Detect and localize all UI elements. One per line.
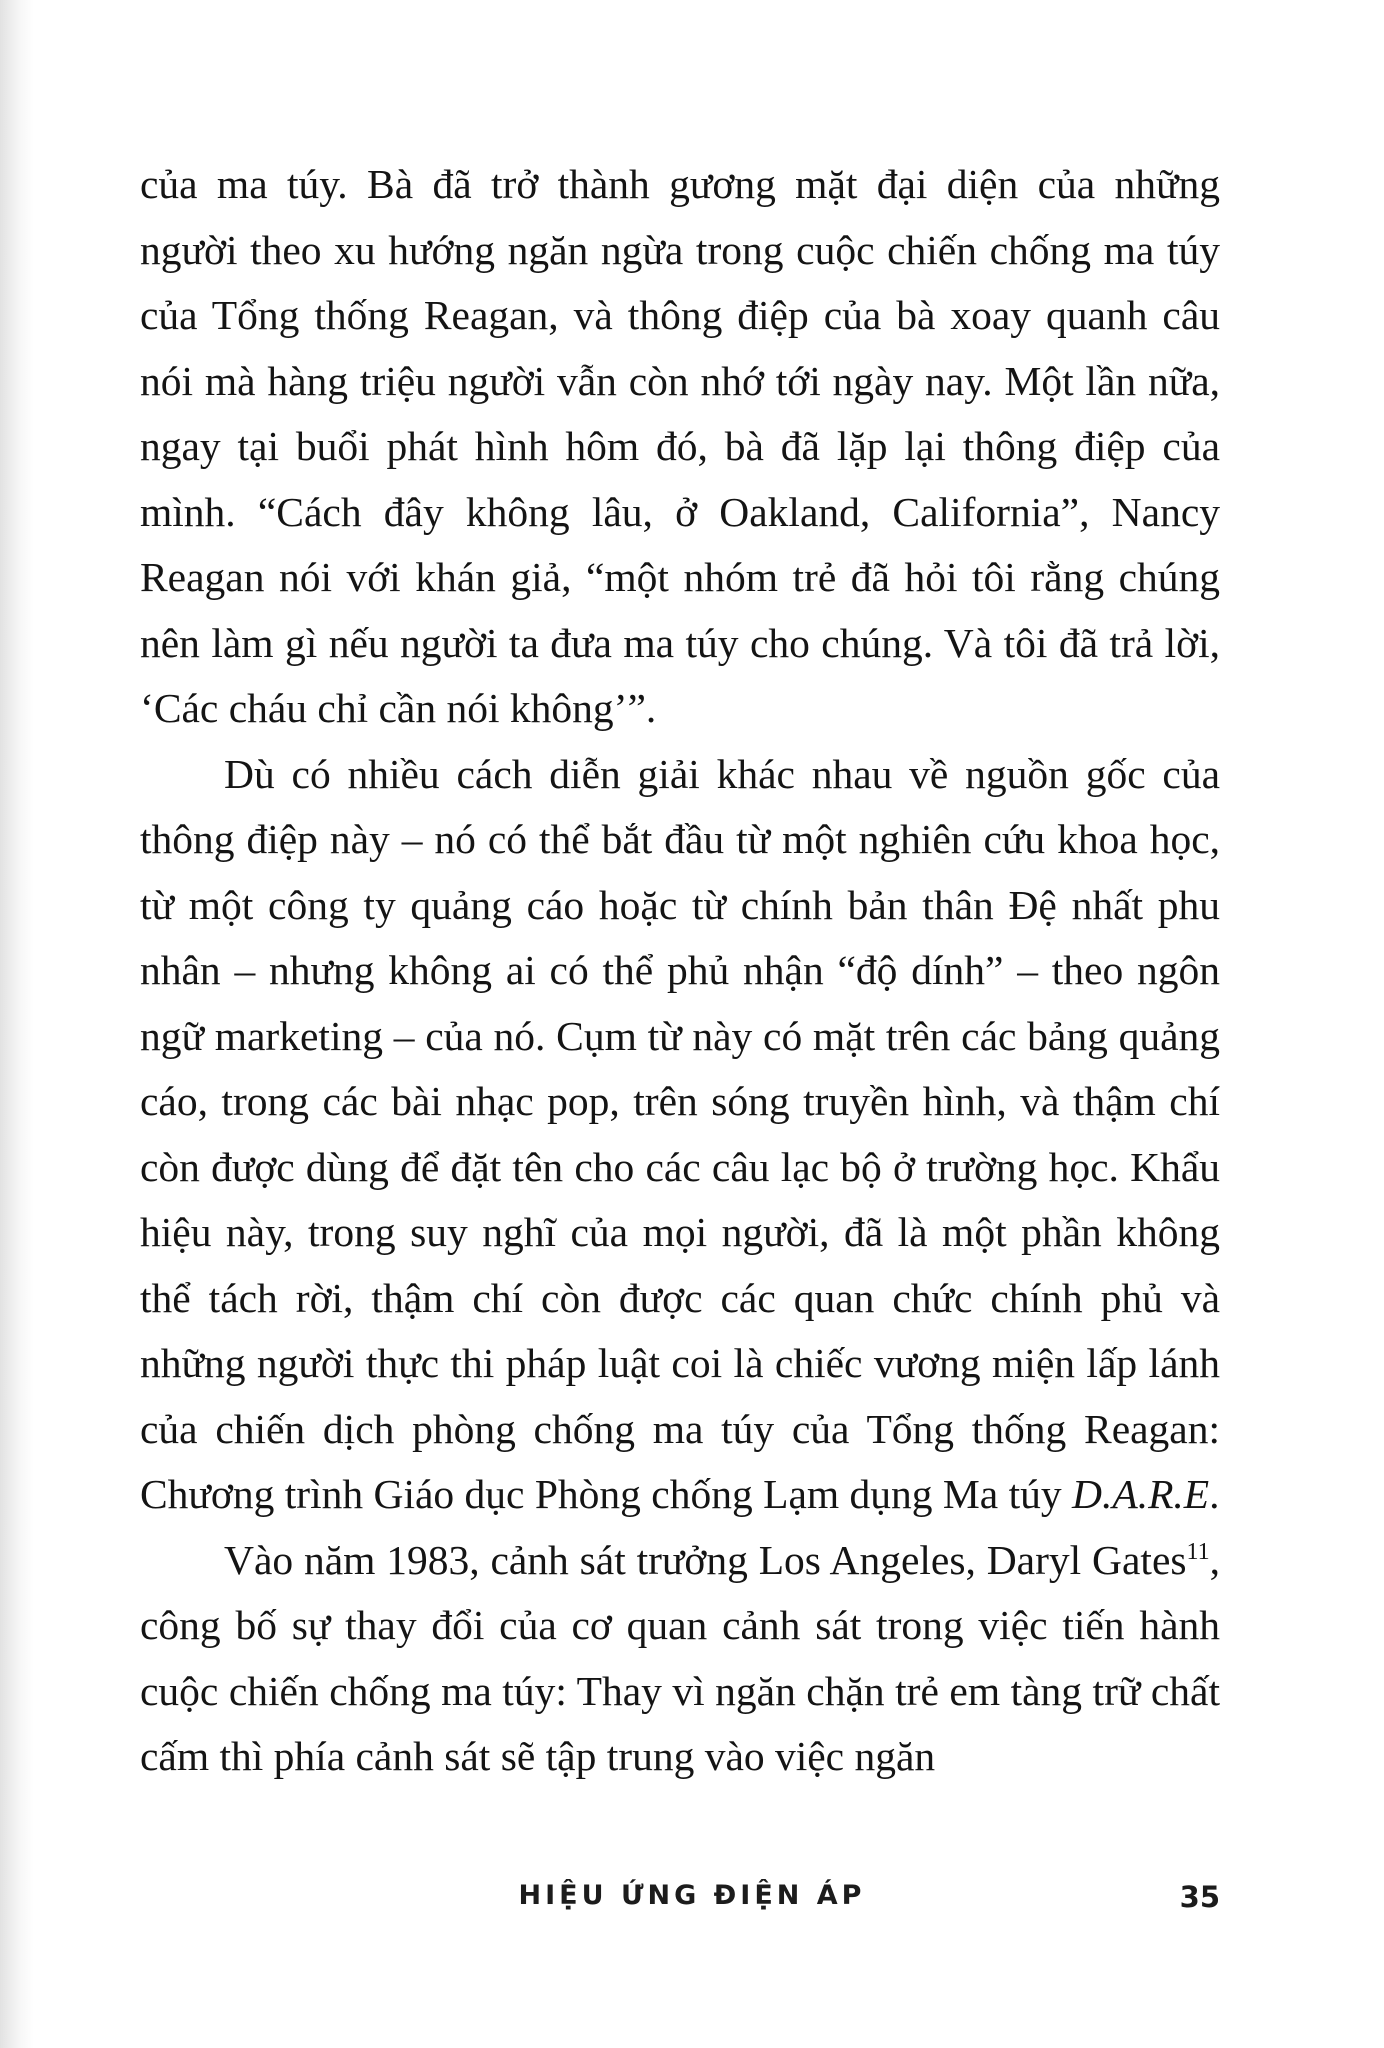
paragraph-text: của ma túy. Bà đã trở thành gương mặt đại diện của những người theo xu hướng ngăn ngừa trong cuộc chiến chống ma túy của Tổng thống Reagan, và thông điệp của bà xoay quanh câu nói mà hàng triệu người vẫn còn nhớ tới ngày nay. Một lần nữa, ngay tại buổi phát hình hôm đó, bà đã lặp lại thông điệp của mình. “Cách đây không lâu, ở Oakland, California”, Nancy Reagan nói với khán giả, “một nhóm trẻ đã hỏi tôi rằng chúng nên làm gì nếu người ta đưa ma túy cho chúng. Và tôi đã trả lời, ‘Các cháu chỉ cần nói không’”.: [140, 161, 1220, 731]
body-text: [140, 152, 1220, 1790]
paragraph-1: [140, 152, 1220, 742]
paragraph-text: Dù có nhiều cách diễn giải khác nhau về nguồn gốc của thông điệp này – nó có thể bắt đầu từ một nghiên cứu khoa học, từ một công ty quảng cáo hoặc từ chính bản thân Đệ nhất phu nhân – nhưng không ai có thể phủ nhận “độ dính” – theo ngôn ngữ marketing – của nó. Cụm từ này có mặt trên các bảng quảng cáo, trong các bài nhạc pop, trên sóng truyền hình, và thậm chí còn được dùng để đặt tên cho các câu lạc bộ ở trường học. Khẩu hiệu này, trong suy nghĩ của mọi người, đã là một phần không thể tách rời, thậm chí còn được các quan chức chính phủ và những người thực thi pháp luật coi là chiếc vương miện lấp lánh của chiến dịch phòng chống ma túy của Tổng thống Reagan: Chương trình Giáo dục Phòng chống Lạm dụng Ma túy: [140, 750, 1220, 1517]
page-number: 35: [1179, 1880, 1220, 1914]
paragraph-text: .: [1209, 1471, 1220, 1517]
paragraph-2: [140, 742, 1220, 1528]
paragraph-3: [140, 1528, 1220, 1790]
page-footer: [0, 1880, 1384, 1930]
dare-acronym: D.A.R.E: [1072, 1471, 1210, 1517]
paragraph-text: Vào năm 1983, cảnh sát trưởng Los Angeles, Daryl Gates: [224, 1536, 1187, 1583]
paragraph-text: , công bố sự thay đổi của cơ quan cảnh sát trong việc tiến hành cuộc chiến chống ma túy: Thay vì ngăn chặn trẻ em tàng trữ chất cấm thì phía cảnh sát sẽ tập trung vào việc ngăn: [140, 1536, 1220, 1779]
page-edge-shadow: [0, 0, 34, 2048]
running-head: HIỆU ỨNG ĐIỆN ÁP: [518, 1880, 866, 1911]
footnote-marker: 11: [1186, 1538, 1210, 1565]
